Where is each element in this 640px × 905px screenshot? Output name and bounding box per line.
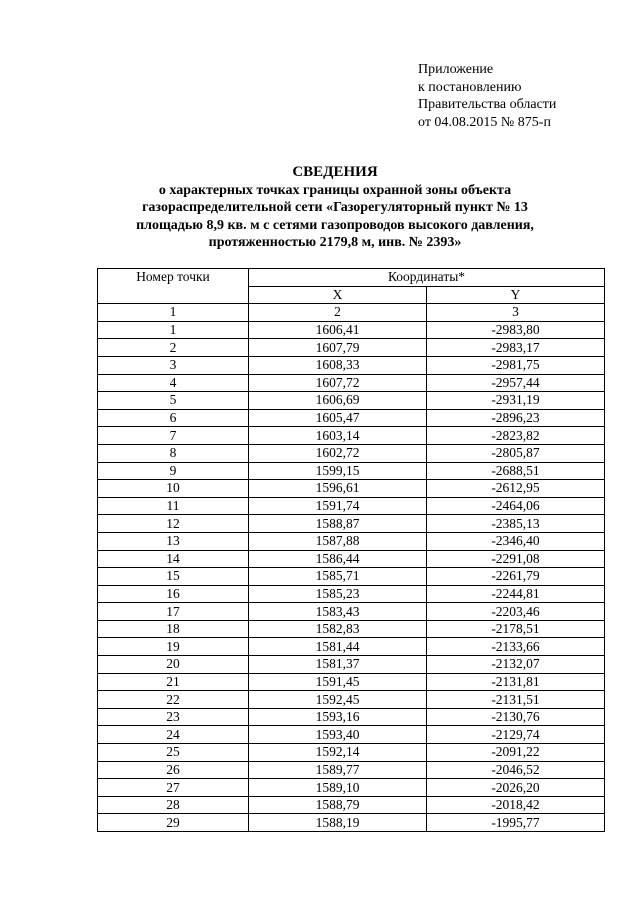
x-cell: 1586,44 <box>249 550 427 568</box>
point-number-cell: 25 <box>98 744 249 762</box>
table-row <box>98 761 605 779</box>
header-row <box>98 269 605 287</box>
table-row <box>98 550 605 568</box>
y-cell: -2178,51 <box>427 620 605 638</box>
header-coordinates: Координаты* <box>249 269 605 287</box>
appendix-note <box>418 61 556 131</box>
coordinates-table <box>97 268 605 832</box>
y-cell: -2091,22 <box>427 744 605 762</box>
y-cell: -2805,87 <box>427 444 605 462</box>
table-row <box>98 497 605 515</box>
y-cell: -2346,40 <box>427 532 605 550</box>
point-number-cell: 24 <box>98 726 249 744</box>
y-cell: -1995,77 <box>427 814 605 832</box>
table-row <box>98 392 605 410</box>
table-row <box>98 673 605 691</box>
point-number-cell: 28 <box>98 796 249 814</box>
table-row <box>98 321 605 339</box>
point-number-cell: 29 <box>98 814 249 832</box>
table-row <box>98 708 605 726</box>
table-row <box>98 744 605 762</box>
x-cell: 1606,69 <box>249 392 427 410</box>
point-number-cell: 20 <box>98 656 249 674</box>
point-number-cell: 14 <box>98 550 249 568</box>
y-cell: -2133,66 <box>427 638 605 656</box>
table-row <box>98 726 605 744</box>
x-cell: 1591,45 <box>249 673 427 691</box>
point-number-cell: 2 <box>98 339 249 357</box>
y-cell: -2385,13 <box>427 515 605 533</box>
x-cell: 1591,74 <box>249 497 427 515</box>
x-cell: 1603,14 <box>249 427 427 445</box>
point-number-cell: 23 <box>98 708 249 726</box>
point-number-cell: 19 <box>98 638 249 656</box>
y-cell: -2896,23 <box>427 409 605 427</box>
x-cell: 1593,16 <box>249 708 427 726</box>
table-row <box>98 814 605 832</box>
point-number-cell: 13 <box>98 532 249 550</box>
point-number-cell: 7 <box>98 427 249 445</box>
y-cell: -2823,82 <box>427 427 605 445</box>
point-number-cell: 6 <box>98 409 249 427</box>
y-cell: -2291,08 <box>427 550 605 568</box>
y-cell: -2129,74 <box>427 726 605 744</box>
y-cell: -2931,19 <box>427 392 605 410</box>
table-row <box>98 796 605 814</box>
y-cell: -2131,81 <box>427 673 605 691</box>
column-index-row <box>98 304 605 322</box>
appendix-line: Правительства области <box>418 97 557 112</box>
title-line: протяженностью 2179,8 м, инв. № 2393» <box>208 235 462 250</box>
x-cell: 1582,83 <box>249 620 427 638</box>
table-row <box>98 620 605 638</box>
point-number-cell: 22 <box>98 691 249 709</box>
point-number-cell: 10 <box>98 480 249 498</box>
table-row <box>98 691 605 709</box>
table-row <box>98 339 605 357</box>
x-cell: 1593,40 <box>249 726 427 744</box>
y-cell: -2131,51 <box>427 691 605 709</box>
x-cell: 1605,47 <box>249 409 427 427</box>
title-line: газораспределительной сети «Газорегуляторный пункт № 13 <box>142 200 528 215</box>
table-row <box>98 444 605 462</box>
title-line: площадью 8,9 кв. м с сетями газопроводов высокого давления, <box>136 217 534 233</box>
y-cell: -2130,76 <box>427 708 605 726</box>
x-cell: 1592,45 <box>249 691 427 709</box>
table-row <box>98 409 605 427</box>
table-row <box>98 462 605 480</box>
point-number-cell: 5 <box>98 392 249 410</box>
y-cell: -2464,06 <box>427 497 605 515</box>
table-row <box>98 427 605 445</box>
table-row <box>98 356 605 374</box>
table-row <box>98 656 605 674</box>
y-cell: -2026,20 <box>427 779 605 797</box>
x-cell: 1602,72 <box>249 444 427 462</box>
x-cell: 1583,43 <box>249 603 427 621</box>
appendix-line: к постановлению <box>418 79 522 95</box>
point-number-cell: 21 <box>98 673 249 691</box>
table-row <box>98 532 605 550</box>
table-row <box>98 585 605 603</box>
point-number-cell: 1 <box>98 321 249 339</box>
x-cell: 1607,79 <box>249 339 427 357</box>
y-cell: -2203,46 <box>427 603 605 621</box>
header-y: Y <box>427 286 605 304</box>
table-row <box>98 638 605 656</box>
column-index: 1 <box>98 304 249 322</box>
point-number-cell: 9 <box>98 462 249 480</box>
title-line: о характерных точках границы охранной зоны объекта <box>158 182 512 198</box>
x-cell: 1581,37 <box>249 656 427 674</box>
x-cell: 1585,71 <box>249 568 427 586</box>
x-cell: 1589,77 <box>249 761 427 779</box>
column-index: 2 <box>249 304 427 322</box>
x-cell: 1607,72 <box>249 374 427 392</box>
document-title <box>100 164 570 252</box>
y-cell: -2244,81 <box>427 585 605 603</box>
x-cell: 1589,10 <box>249 779 427 797</box>
table-row <box>98 568 605 586</box>
x-cell: 1592,14 <box>249 744 427 762</box>
point-number-cell: 8 <box>98 444 249 462</box>
point-number-cell: 26 <box>98 761 249 779</box>
table-row <box>98 515 605 533</box>
point-number-cell: 12 <box>98 515 249 533</box>
x-cell: 1588,87 <box>249 515 427 533</box>
point-number-cell: 17 <box>98 603 249 621</box>
header-point-number: Номер точки <box>98 269 249 304</box>
table-row <box>98 374 605 392</box>
x-cell: 1608,33 <box>249 356 427 374</box>
x-cell: 1587,88 <box>249 532 427 550</box>
y-cell: -2261,79 <box>427 568 605 586</box>
y-cell: -2983,17 <box>427 339 605 357</box>
title-main: СВЕДЕНИЯ <box>292 164 378 180</box>
y-cell: -2688,51 <box>427 462 605 480</box>
y-cell: -2132,07 <box>427 656 605 674</box>
x-cell: 1599,15 <box>249 462 427 480</box>
x-cell: 1596,61 <box>249 480 427 498</box>
table-body <box>98 321 605 831</box>
y-cell: -2981,75 <box>427 356 605 374</box>
point-number-cell: 11 <box>98 497 249 515</box>
point-number-cell: 27 <box>98 779 249 797</box>
column-index: 3 <box>427 304 605 322</box>
x-cell: 1585,23 <box>249 585 427 603</box>
y-cell: -2046,52 <box>427 761 605 779</box>
x-cell: 1581,44 <box>249 638 427 656</box>
x-cell: 1588,19 <box>249 814 427 832</box>
point-number-cell: 4 <box>98 374 249 392</box>
header-x: X <box>249 286 427 304</box>
point-number-cell: 3 <box>98 356 249 374</box>
point-number-cell: 15 <box>98 568 249 586</box>
point-number-cell: 16 <box>98 585 249 603</box>
y-cell: -2957,44 <box>427 374 605 392</box>
table-row <box>98 480 605 498</box>
appendix-line: Приложение <box>418 62 494 77</box>
point-number-cell: 18 <box>98 620 249 638</box>
y-cell: -2612,95 <box>427 480 605 498</box>
y-cell: -2018,42 <box>427 796 605 814</box>
appendix-line: от 04.08.2015 № 875-п <box>418 114 551 130</box>
x-cell: 1588,79 <box>249 796 427 814</box>
x-cell: 1606,41 <box>249 321 427 339</box>
table-row <box>98 603 605 621</box>
table-row <box>98 779 605 797</box>
y-cell: -2983,80 <box>427 321 605 339</box>
